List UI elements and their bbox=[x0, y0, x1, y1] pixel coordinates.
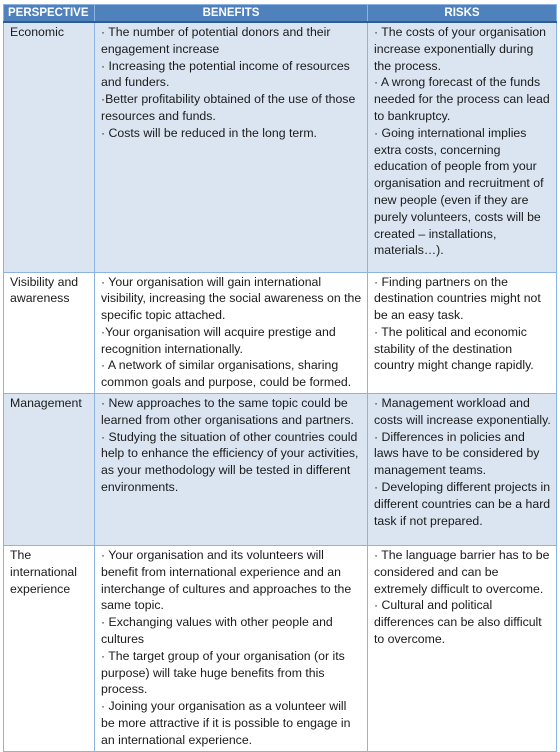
risk-item: · Management workload and costs will increase exponentially. bbox=[374, 396, 551, 427]
risk-item: · Developing different projects in different countries can be a hard task if not prepared. bbox=[374, 480, 551, 528]
table-body bbox=[4, 22, 557, 752]
benefit-item: · Your organisation and its volunteers will benefit from international experience and an interchange of cultures and approaches to the same topic. bbox=[101, 548, 352, 613]
risk-item: · The language barrier has to be considered and can be extremely difficult to overcome. bbox=[374, 548, 550, 596]
risks-cell bbox=[368, 22, 557, 272]
header-perspective: PERSPECTIVE bbox=[4, 5, 95, 23]
risks-cell bbox=[368, 272, 557, 394]
benefits-cell bbox=[95, 22, 368, 272]
perspective-cell: The international experience bbox=[4, 546, 95, 752]
table-row-international-experience bbox=[4, 546, 557, 752]
perspectives-table bbox=[3, 4, 557, 752]
benefits-cell bbox=[95, 394, 368, 546]
table-header bbox=[4, 5, 557, 23]
benefit-item: ·Better profitability obtained of the use of those resources and funds. bbox=[101, 92, 356, 123]
risk-item: · Finding partners on the destination countries might not be an easy task. bbox=[374, 274, 541, 323]
risks-cell bbox=[368, 394, 557, 546]
risk-item: · The costs of your organisation increase exponentially during the process. bbox=[374, 25, 547, 73]
benefits-cell bbox=[95, 272, 368, 394]
perspective-cell: Economic bbox=[4, 22, 95, 272]
benefit-item: · A network of similar organisations, sharing common goals and purpose, could be formed. bbox=[101, 358, 352, 390]
table-row-management bbox=[4, 394, 557, 546]
header-row bbox=[4, 5, 557, 23]
benefit-item: · Increasing the potential income of resources and funders. bbox=[101, 58, 350, 90]
risk-item: · Cultural and political differences can be also difficult to overcome. bbox=[374, 598, 542, 647]
benefit-item: · Joining your organisation as a volunteer will be more attractive if it is possible to engage in an international experience. bbox=[101, 699, 351, 747]
header-benefits: BENEFITS bbox=[95, 5, 368, 23]
header-risks: RISKS bbox=[368, 5, 557, 23]
table-row-economic bbox=[4, 22, 557, 272]
benefit-item: · New approaches to the same topic could be learned from other organisations and partners. bbox=[101, 396, 354, 427]
risk-item: · The political and economic stability of the destination country might change rapidly. bbox=[374, 324, 534, 373]
risk-item: · Going international implies extra costs, concerning education of people from your organisation and recruitment of new people (even if they are purely volunteers, costs will be created – installations, materials…). bbox=[374, 125, 544, 258]
risks-cell bbox=[368, 546, 557, 752]
benefits-cell bbox=[95, 546, 368, 752]
perspective-cell: Management bbox=[4, 394, 95, 546]
benefit-item: ·Your organisation will acquire prestige and recognition internationally. bbox=[101, 324, 336, 356]
risk-item: · A wrong forecast of the funds needed for the process can lead to bankruptcy. bbox=[374, 75, 550, 123]
benefit-item: · Your organisation will gain international visibility, increasing the social awareness on the specific topic attached. bbox=[101, 274, 362, 323]
table-row-visibility bbox=[4, 272, 557, 394]
risk-item: · Differences in policies and laws have to be considered by management teams. bbox=[374, 429, 540, 478]
benefit-item: · The number of potential donors and their engagement increase bbox=[101, 25, 331, 56]
benefit-item: · The target group of your organisation (or its purpose) will take huge benefits from this process. bbox=[101, 648, 345, 697]
benefit-item: · Exchanging values with other people and cultures bbox=[101, 615, 333, 647]
perspective-cell: Visibility and awareness bbox=[4, 272, 95, 394]
benefit-item: · Studying the situation of other countries could help to enhance the efficiency of your activities, as your methodology will be tested in different environments. bbox=[101, 429, 359, 495]
benefit-item: · Costs will be reduced in the long term. bbox=[101, 125, 317, 140]
